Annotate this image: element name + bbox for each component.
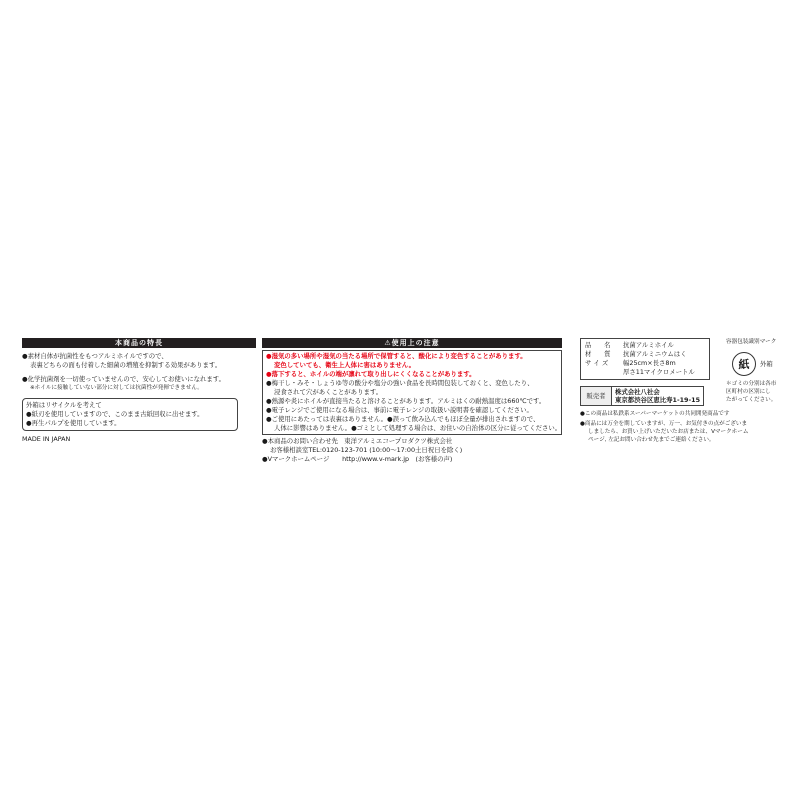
- package-mark-title: 容器包装識別マーク: [726, 339, 777, 345]
- spec-row: [585, 350, 705, 359]
- recycle-box: [22, 398, 238, 431]
- package-mark-section: [726, 338, 796, 404]
- cautions-box: [262, 350, 562, 435]
- seller-address: 東京都渋谷区恵比寿1-19-15: [615, 396, 701, 404]
- spec-value: 幅25cm×長さ8m: [623, 359, 676, 367]
- spec-note: しましたら、お買い上げいただいたお店または、Vマークホーム: [588, 429, 749, 435]
- spec-box: [580, 338, 710, 380]
- caution-line: ●電子レンジでご使用になる場合は、事前に電子レンジの取扱い説明書を確認してください。: [266, 406, 533, 414]
- spec-value: 厚さ11マイクロメートル: [623, 368, 695, 376]
- caution-line: ●梅干し・みそ・しょうゆ等の酸分や塩分の強い食品を長時間包装しておくと、変色したり、: [266, 379, 534, 387]
- spec-value: 抗菌アルミニウムはく: [623, 350, 687, 358]
- seller-label: 販売者: [581, 387, 612, 406]
- caution-line: ●熱源や炎にホイルが直接当たると溶けることがあります。アルミはくの耐熱温度は660℃です。: [266, 397, 546, 405]
- cautions-section: [262, 338, 562, 464]
- package-mark-label: 外箱: [760, 359, 773, 368]
- feature-line: ●素材自体が抗菌性をもつアルミホイルですので、: [22, 352, 168, 360]
- caution-line: 人体に影響はありません。●ゴミとして処理する場合は、お住いの自治体の区分に従ってください。: [274, 424, 562, 432]
- spec-label: 品 名: [585, 341, 611, 349]
- spec-note: ●商品には万全を期していますが、万一、お気付きの点がございま: [580, 421, 748, 427]
- caution-red-line: ●落下すると、ホイルの端が凛れて取り出しにくくなることがあります。: [266, 370, 476, 378]
- spec-row: [585, 359, 705, 368]
- seller-info: [612, 387, 704, 406]
- feature-line: ●化学抗菌剤を一切使っていませんので、安心してお使いになれます。: [22, 375, 226, 383]
- seller-table: [580, 386, 704, 406]
- spec-note: ページ, 左記お問い合わせ先までご連絡ください。: [588, 437, 715, 443]
- feature-line: 表裏どちらの面も付着した細菌の増殖を抑制する効果があります。: [30, 361, 222, 369]
- spec-note: ●この商品は私鉄系スーパーマーケットの共同開発商品です: [580, 411, 730, 417]
- features-section: [22, 338, 256, 444]
- recycle-box-line: ●再生パルプを使用しています。: [26, 419, 121, 427]
- package-note: ＊ゴミの分別は各市: [726, 381, 777, 387]
- spec-row: [585, 341, 705, 350]
- spec-label: サ イ ズ: [585, 359, 609, 367]
- cautions-header: ⚠使用上の注意: [262, 338, 562, 348]
- spec-label: 材 質: [585, 350, 611, 358]
- contact-line: ●本商品のお問い合わせ先 東洋アルミエコープロダクツ株式会社: [262, 437, 453, 445]
- spec-value: 抗菌アルミホイル: [623, 341, 674, 349]
- seller-name: 株式会社八社会: [615, 388, 660, 396]
- origin-label: MADE IN JAPAN: [22, 435, 71, 443]
- recycle-box-title: 外箱はリサイクルを考えて: [26, 401, 102, 409]
- caution-red-line: ●湿気の多い場所や湿気の当たる場所で保管すると、酸化により変色することがあります。: [266, 352, 527, 360]
- spec-row: [585, 368, 705, 377]
- caution-line: ●ご使用にあたっては表裏はありません。●誤って飲み込んでもほぼ全量が排出されますので、: [266, 415, 540, 423]
- caution-line: 浸食されて穴があくことがあります。: [274, 388, 383, 396]
- paper-recycle-icon: 紙: [732, 352, 756, 376]
- package-note: 区町村の区別にし: [726, 389, 771, 395]
- vmark-link[interactable]: ●Vマークホームページ http://www.v-mark.jp (お客様の声): [262, 455, 453, 463]
- recycle-box-line: ●紙刃を使用していますので、このまま古紙回収に出せます。: [26, 410, 204, 418]
- contact-line: お客様相談室TEL:0120-123-701 (10:00〜17:00土日祝日を除く): [270, 446, 463, 454]
- features-header: 本商品の特長: [22, 338, 256, 348]
- caution-red-line: 変色していても、衛生上人体に害はありません。: [274, 361, 415, 369]
- package-note: たがってください。: [726, 397, 777, 403]
- feature-note: ※ホイルに接触していない部分に対しては抗菌性が発揮できません。: [30, 385, 203, 391]
